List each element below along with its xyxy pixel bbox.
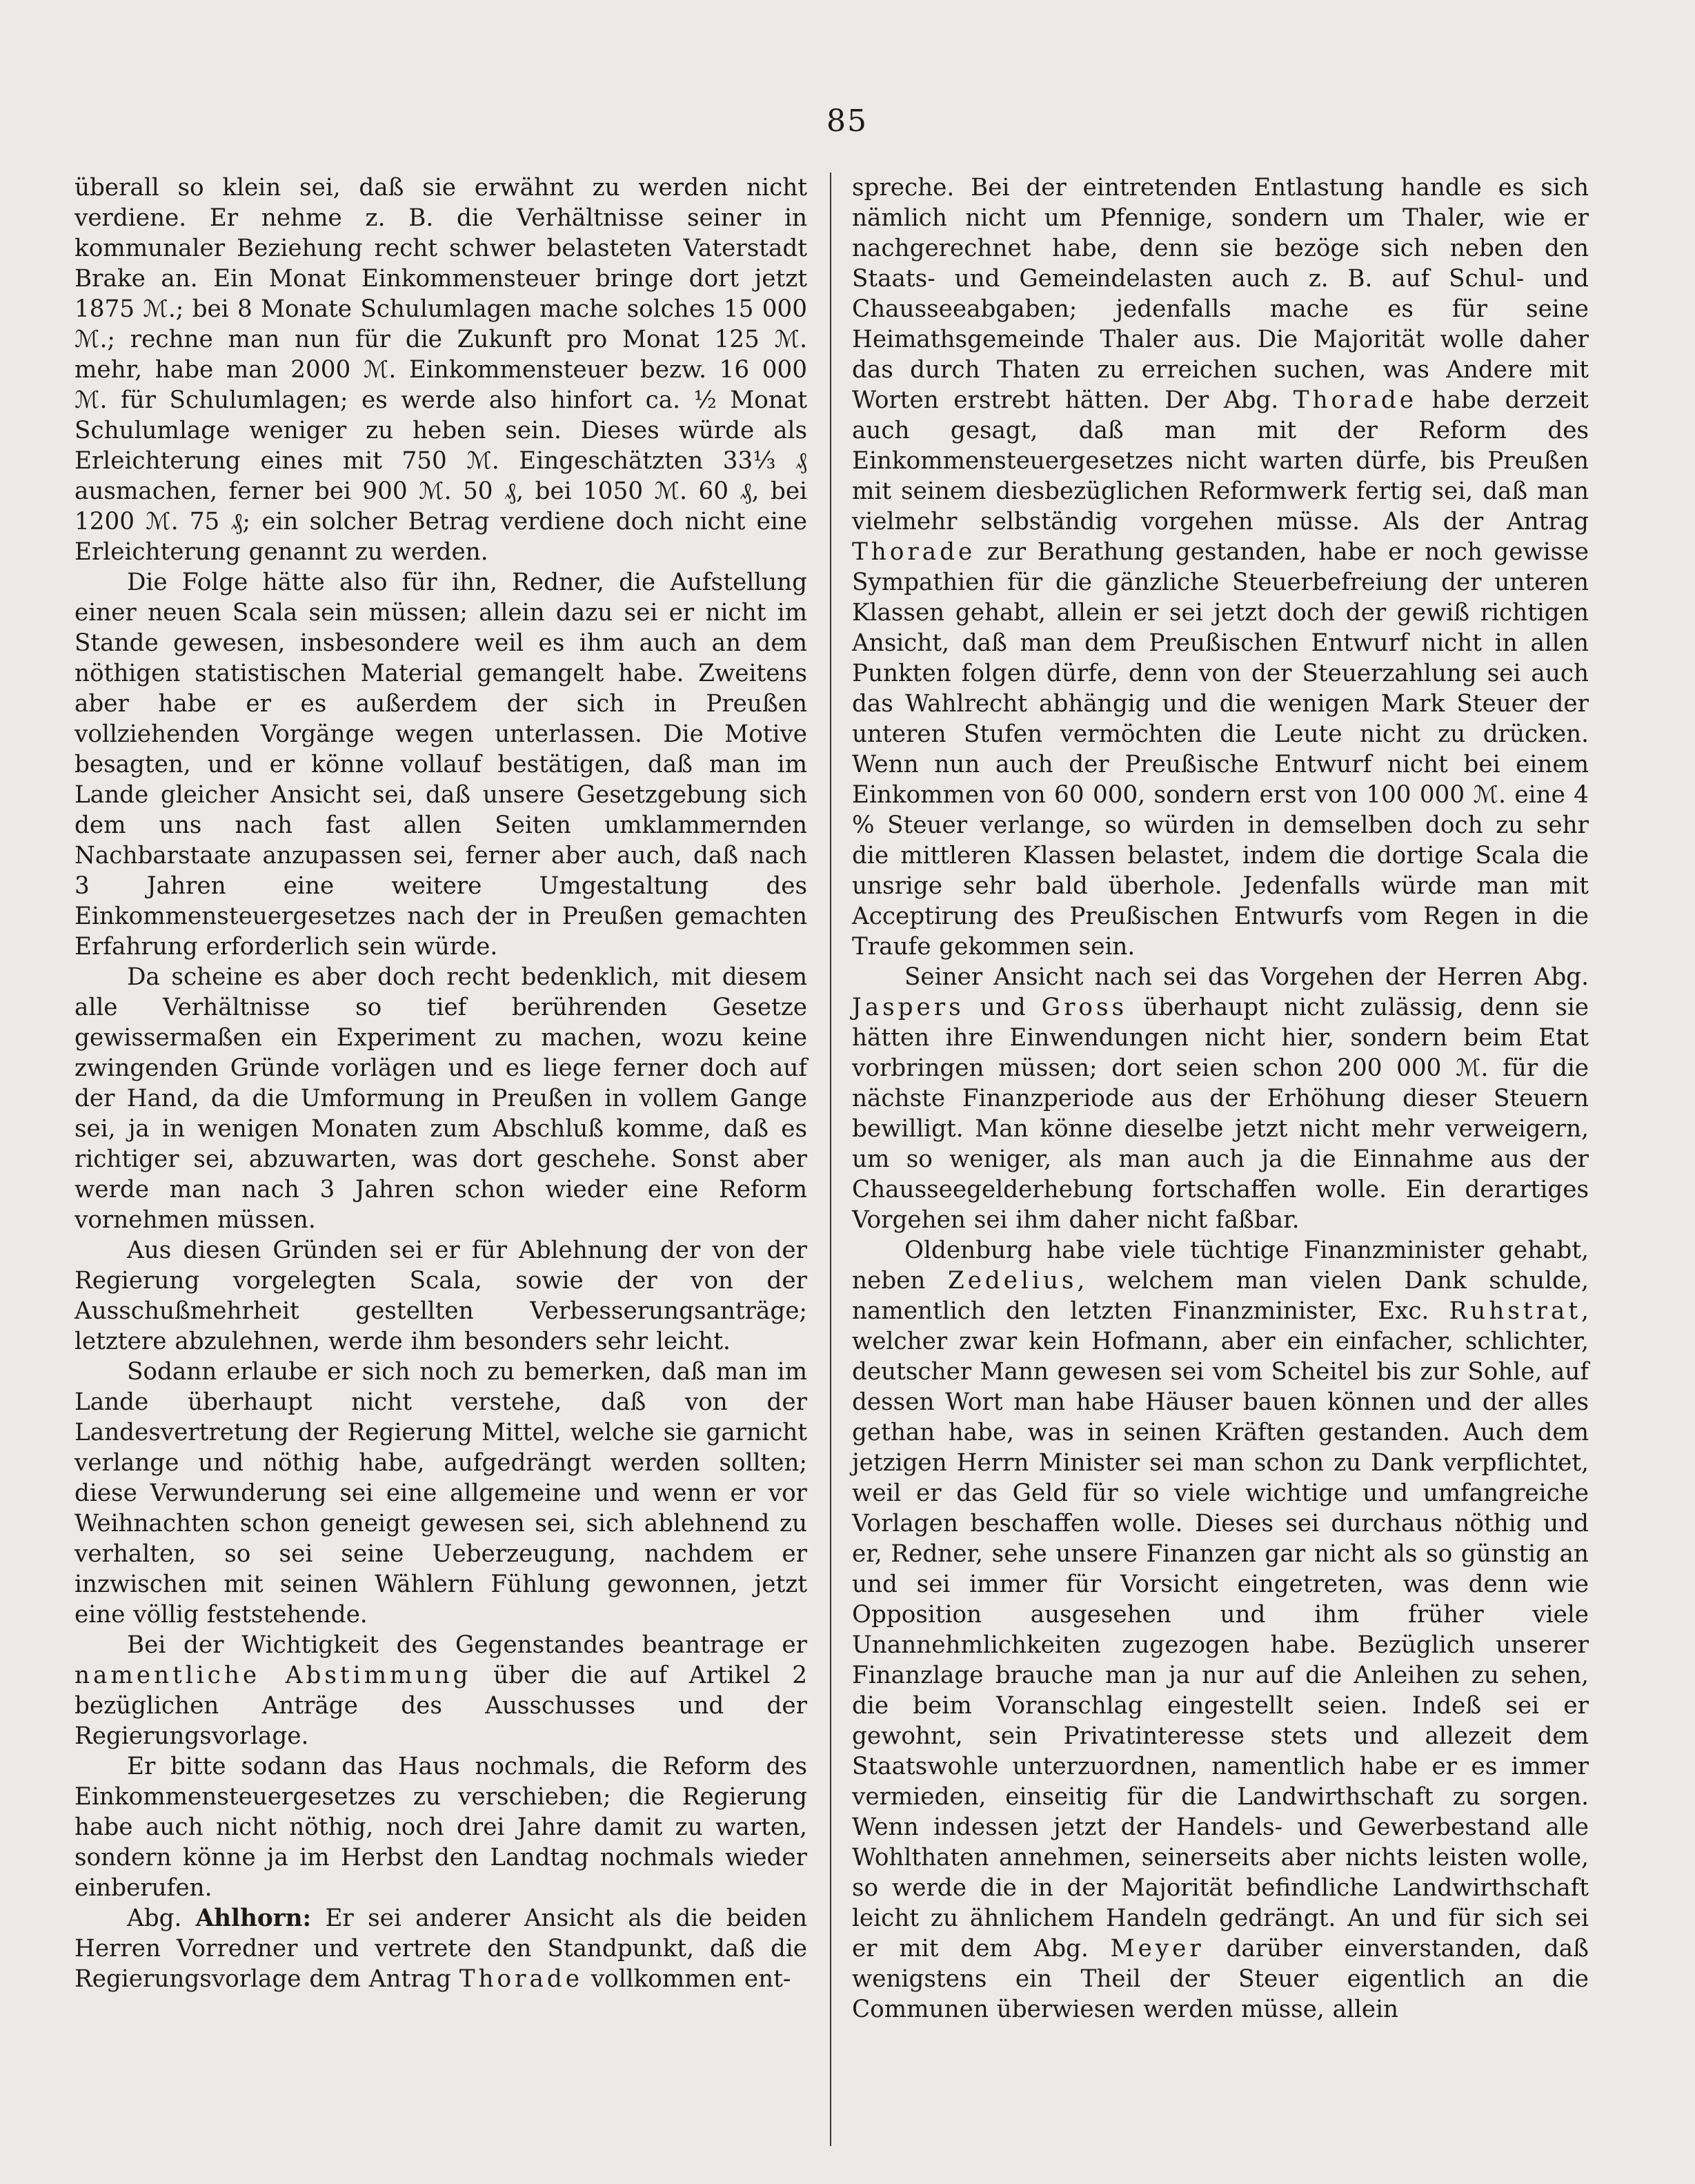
text-run: Bei der Wichtigkeit des Gegenstandes beantrage er xyxy=(127,1631,807,1659)
emphasized-term: Thorade xyxy=(852,538,976,566)
left-column xyxy=(75,173,807,1994)
text-run: vollkommen ent- xyxy=(582,1965,791,1993)
text-run: über die auf Artikel 2 bezüglichen Anträge des Ausschusses und der Regierungsvorlage. xyxy=(75,1662,807,1750)
right-column xyxy=(852,173,1589,2025)
emphasized-term: Zedelius xyxy=(947,1267,1078,1295)
text-run: Oldenburg habe viele tüchtige Finanzminister gehabt, neben xyxy=(852,1237,1589,1295)
text-run: zur Berathung gestanden, habe er noch gewisse Sympathien für die gänzliche Steuerbefreiung der unteren Klassen gehabt, allein er sei jetzt doch der gewiß richtigen Ansicht, daß man dem Preußischen Entwurf nicht in allen Punkten folgen dürfe, denn von der Steuerzahlung sei auch das Wahlrecht abhängig und die wenigen Mark Steuer der unteren Stufen vermöchten die Leute nicht zu drücken. Wenn nun auch der Preußische Entwurf nicht bei einem Einkommen von 60 000, sondern erst von 100 000 ℳ. eine 4 % Steuer verlange, so würden in demselben doch zu sehr die mittleren Klassen belastet, indem die dortige Scala die unsrige sehr bald überhole. Jedenfalls würde man mit Acceptirung des Preußischen Entwurfs vom Regen in die Traufe gekommen sein. xyxy=(852,538,1589,961)
emphasized-term: Gross xyxy=(1041,994,1128,1021)
paragraph xyxy=(75,1630,807,1751)
text-run: darüber einverstanden, daß wenigstens ein Theil der Steuer eigentlich an die Communen überwiesen werden müsse, allein xyxy=(852,1935,1589,2023)
column-divider xyxy=(830,173,831,2146)
paragraph: Aus diesen Gründen sei er für Ablehnung der von der Regierung vorgelegten Scala, sowie der von der Ausschußmehrheit gestellten Verbesserungsanträge; letztere abzulehnen, werde ihm besonders sehr leicht. xyxy=(75,1237,807,1355)
text-run: , welchem man vielen Dank schulde, namentlich den letzten Finanzminister, Exc. xyxy=(852,1267,1589,1325)
emphasized-term: namentliche Abstimmung xyxy=(75,1662,472,1689)
paragraph xyxy=(852,962,1589,1235)
paragraph xyxy=(852,173,1589,962)
emphasized-term: Ruhstrat xyxy=(1449,1297,1582,1325)
emphasized-term: Jaspers xyxy=(852,994,964,1021)
emphasized-term: Thorade xyxy=(1293,386,1418,414)
speaker-name: Ahlhorn: xyxy=(195,1905,312,1932)
text-run: Abg. xyxy=(127,1905,196,1932)
text-run: Seiner Ansicht nach sei das Vorgehen der Herren Abg. xyxy=(904,963,1589,991)
text-run: , welcher zwar kein Hofmann, aber ein einfacher, schlichter, deutscher Mann gewesen sei vom Scheitel bis zur Sohle, auf dessen Wort man habe Häuser bauen können und der alles gethan habe, was in seinen Kräften gestanden. Auch dem jetzigen Herrn Minister sei man schon zu Dank verpflichtet, weil er das Geld für so viele wichtige und umfangreiche Vorlagen beschaffen wolle. Dieses sei durchaus nöthig und er, Redner, sehe unsere Finanzen gar nicht als so günstig an und sei immer für Vorsicht eingetreten, was denn wie Opposition ausgesehen und ihm früher viele Unannehmlichkeiten zugezogen habe. Bezüglich unserer Finanzlage brauche man ja nur auf die Anleihen zu sehen, die beim Voranschlag eingestellt seien. Indeß sei er gewohnt, sein Privatinteresse stets und allezeit dem Staatswohle unterzuordnen, namentlich habe er es immer vermieden, einseitig für die Landwirthschaft zu sorgen. Wenn indessen jetzt der Handels- und Gewerbestand alle Wohlthaten annehmen, seinerseits aber nichts leisten wolle, so werde die in der Majorität befindliche Landwirthschaft leicht zu ähnlichem Handeln gedrängt. An und für sich sei er mit dem Abg. xyxy=(852,1297,1589,1962)
paragraph xyxy=(852,1235,1589,2025)
paragraph: Die Folge hätte also für ihn, Redner, die Aufstellung einer neuen Scala sein müssen; allein dazu sei er nicht im Stande gewesen, insbesondere weil es ihm auch an dem nöthigen statistischen Material gemangelt habe. Zweitens aber habe er es außerdem der sich in Preußen vollziehenden Vorgänge wegen unterlassen. Die Motive besagten, und er könne vollauf bestätigen, daß man im Lande gleicher Ansicht sei, daß unsere Gesetzgebung sich dem uns nach fast allen Seiten umklammernden Nachbarstaate anzupassen sei, ferner aber auch, daß nach 3 Jahren eine weitere Umgestaltung des Einkommensteuergesetzes nach der in Preußen gemachten Erfahrung erforderlich sein würde. xyxy=(75,569,807,961)
page-number: 85 xyxy=(826,104,868,139)
paragraph: überall so klein sei, daß sie erwähnt zu werden nicht verdiene. Er nehme z. B. die Verhältnisse seiner in kommunaler Beziehung recht schwer belasteten Vaterstadt Brake an. Ein Monat Einkommensteuer bringe dort jetzt 1875 ℳ.; bei 8 Monate Schulumlagen mache solches 15 000 ℳ.; rechne man nun für die Zukunft pro Monat 125 ℳ. mehr, habe man 2000 ℳ. Einkommensteuer bezw. 16 000 ℳ. für Schulumlagen; es werde also hinfort ca. ½ Monat Schulumlage weniger zu heben sein. Dieses würde als Erleichterung eines mit 750 ℳ. Eingeschätzten 33⅓ ₰ ausmachen, ferner bei 900 ℳ. 50 ₰, bei 1050 ℳ. 60 ₰, bei 1200 ℳ. 75 ₰; ein solcher Betrag verdiene doch nicht eine Erleichterung genannt zu werden. xyxy=(75,174,807,566)
text-run: habe derzeit auch gesagt, daß man mit der Reform des Einkommensteuergesetzes nicht warten dürfe, bis Preußen mit seinem diesbezüglichen Reformwerk fertig sei, daß man vielmehr selbständig vorgehen müsse. Als der Antrag xyxy=(852,386,1589,535)
text-run: überhaupt nicht zulässig, denn sie hätten ihre Einwendungen nicht hier, sondern beim Etat vorbringen müssen; dort seien schon 200 000 ℳ. für die nächste Finanzperiode aus der Erhöhung dieser Steuern bewilligt. Man könne dieselbe jetzt nicht mehr verweigern, um so weniger, als man auch ja die Einnahme aus der Chausseegelderhebung fortschaffen wolle. Ein derartiges Vorgehen sei ihm daher nicht faßbar. xyxy=(852,994,1589,1234)
text-run: und xyxy=(964,994,1042,1021)
paragraph xyxy=(75,1903,807,1994)
paragraph: Sodann erlaube er sich noch zu bemerken, daß man im Lande überhaupt nicht verstehe, daß von der Landesvertretung der Regierung Mittel, welche sie garnicht verlange und nöthig habe, aufgedrängt werden sollten; diese Verwunderung sei eine allgemeine und wenn er vor Weihnachten schon geneigt gewesen sei, sich ablehnend zu verhalten, so sei seine Ueberzeugung, nachdem er inzwischen mit seinen Wählern Fühlung gewonnen, jetzt eine völlig feststehende. xyxy=(75,1358,807,1629)
text-run: Er sei anderer Ansicht als die beiden Herren Vorredner und vertrete den Standpunkt, daß die Regierungsvorlage dem Antrag xyxy=(75,1905,807,1993)
paragraph: Da scheine es aber doch recht bedenklich, mit diesem alle Verhältnisse so tief berührenden Gesetze gewissermaßen ein Experiment zu machen, wozu keine zwingenden Gründe vorlägen und es liege ferner doch auf der Hand, da die Umformung in Preußen in vollem Gange sei, ja in wenigen Monaten zum Abschluß komme, daß es richtiger sei, abzuwarten, was dort geschehe. Sonst aber werde man nach 3 Jahren schon wieder eine Reform vornehmen müssen. xyxy=(75,963,807,1234)
text-run: spreche. Bei der eintretenden Entlastung handle es sich nämlich nicht um Pfennige, sondern um Thaler, wie er nachgerechnet habe, denn sie bezöge sich neben den Staats- und Gemeindelasten auch z. B. auf Schul- und Chausseeabgaben; jedenfalls mache es für seine Heimathsgemeinde Thaler aus. Die Majorität wolle daher das durch Thaten zu erreichen suchen, was Andere mit Worten erstrebt hätten. Der Abg. xyxy=(852,174,1589,414)
paragraph: Er bitte sodann das Haus nochmals, die Reform des Einkommensteuergesetzes zu verschieben; die Regierung habe auch nicht nöthig, noch drei Jahre damit zu warten, sondern könne ja im Herbst den Landtag nochmals wieder einberufen. xyxy=(75,1753,807,1902)
emphasized-term: Thorade xyxy=(459,1965,583,1993)
emphasized-term: Meyer xyxy=(1110,1935,1205,1962)
